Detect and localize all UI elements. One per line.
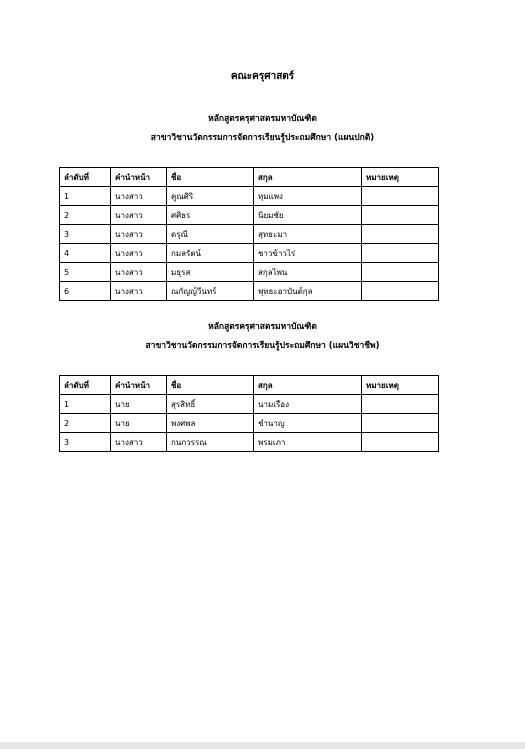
cell-surname: นิยมชัย [254, 206, 362, 225]
cell-remarks [362, 225, 439, 244]
cell-first-name: กมลรัตน์ [167, 244, 254, 263]
header-first-name: ชื่อ [167, 376, 254, 395]
header-order: ลำดับที่ [60, 376, 111, 395]
cell-remarks [362, 414, 439, 433]
header-remarks: หมายเหตุ [362, 168, 439, 187]
cell-remarks [362, 395, 439, 414]
table-row [60, 244, 439, 263]
cell-first-name: ณกัญญ์วีนทร์ [167, 282, 254, 301]
header-surname: สกุล [254, 168, 362, 187]
section-2-major-title: สาขาวิชานวัตกรรมการจัดการเรียนรู้ประถมศึกษา (แผนวิชาชีพ) [145, 341, 380, 351]
cell-prefix: นางสาว [111, 187, 167, 206]
table-row [60, 225, 439, 244]
cell-first-name: คูณศิริ [167, 187, 254, 206]
cell-remarks [362, 187, 439, 206]
section-1-program-title: หลักสูตรครุศาสตรมหาบัณฑิต [208, 114, 317, 124]
table-row [60, 187, 439, 206]
cell-remarks [362, 433, 439, 452]
table-header-row [60, 376, 439, 395]
cell-prefix: นางสาว [111, 225, 167, 244]
cell-order: 4 [60, 244, 111, 263]
cell-remarks [362, 263, 439, 282]
cell-order: 1 [60, 187, 111, 206]
cell-prefix: นางสาว [111, 433, 167, 452]
table-row [60, 395, 439, 414]
section-1-major-title: สาขาวิชานวัตกรรมการจัดการเรียนรู้ประถมศึกษา (แผนปกติ) [150, 133, 375, 143]
cell-remarks [362, 206, 439, 225]
header-surname: สกุล [254, 376, 362, 395]
cell-surname: ชาวข้าวไร่ [254, 244, 362, 263]
cell-order: 2 [60, 414, 111, 433]
cell-surname: นามเรือง [254, 395, 362, 414]
cell-first-name: มธุรส [167, 263, 254, 282]
section-1-student-table [59, 167, 439, 301]
cell-surname: ชำนาญ [254, 414, 362, 433]
cell-order: 3 [60, 225, 111, 244]
cell-order: 5 [60, 263, 111, 282]
section-2-program-title: หลักสูตรครุศาสตรมหาบัณฑิต [208, 322, 317, 332]
cell-order: 3 [60, 433, 111, 452]
header-prefix: คำนำหน้า [111, 168, 167, 187]
section-2-student-table [59, 375, 439, 452]
cell-order: 6 [60, 282, 111, 301]
header-order: ลำดับที่ [60, 168, 111, 187]
cell-order: 2 [60, 206, 111, 225]
cell-prefix: นางสาว [111, 206, 167, 225]
table-header-row [60, 168, 439, 187]
table-row [60, 433, 439, 452]
cell-surname: พรมเภา [254, 433, 362, 452]
cell-surname: หุมแพง [254, 187, 362, 206]
cell-surname: พุทธะอาบันต์กุล [254, 282, 362, 301]
faculty-title: คณะครุศาสตร์ [230, 71, 295, 82]
cell-first-name: สุรสิทธิ์ [167, 395, 254, 414]
header-first-name: ชื่อ [167, 168, 254, 187]
cell-order: 1 [60, 395, 111, 414]
cell-surname: สุทธะมา [254, 225, 362, 244]
cell-first-name: กนกวรรณ [167, 433, 254, 452]
table-row [60, 282, 439, 301]
table-row [60, 263, 439, 282]
cell-prefix: นางสาว [111, 244, 167, 263]
cell-prefix: นาย [111, 395, 167, 414]
viewer-bottom-strip [0, 742, 525, 749]
table-row [60, 206, 439, 225]
cell-first-name: ศศิธร [167, 206, 254, 225]
header-prefix: คำนำหน้า [111, 376, 167, 395]
cell-surname: สกุลไพน [254, 263, 362, 282]
cell-first-name: พงศพล [167, 414, 254, 433]
cell-remarks [362, 282, 439, 301]
cell-prefix: นางสาว [111, 282, 167, 301]
cell-remarks [362, 244, 439, 263]
cell-prefix: นางสาว [111, 263, 167, 282]
cell-first-name: ดรุณี [167, 225, 254, 244]
cell-prefix: นาย [111, 414, 167, 433]
table-row [60, 414, 439, 433]
header-remarks: หมายเหตุ [362, 376, 439, 395]
